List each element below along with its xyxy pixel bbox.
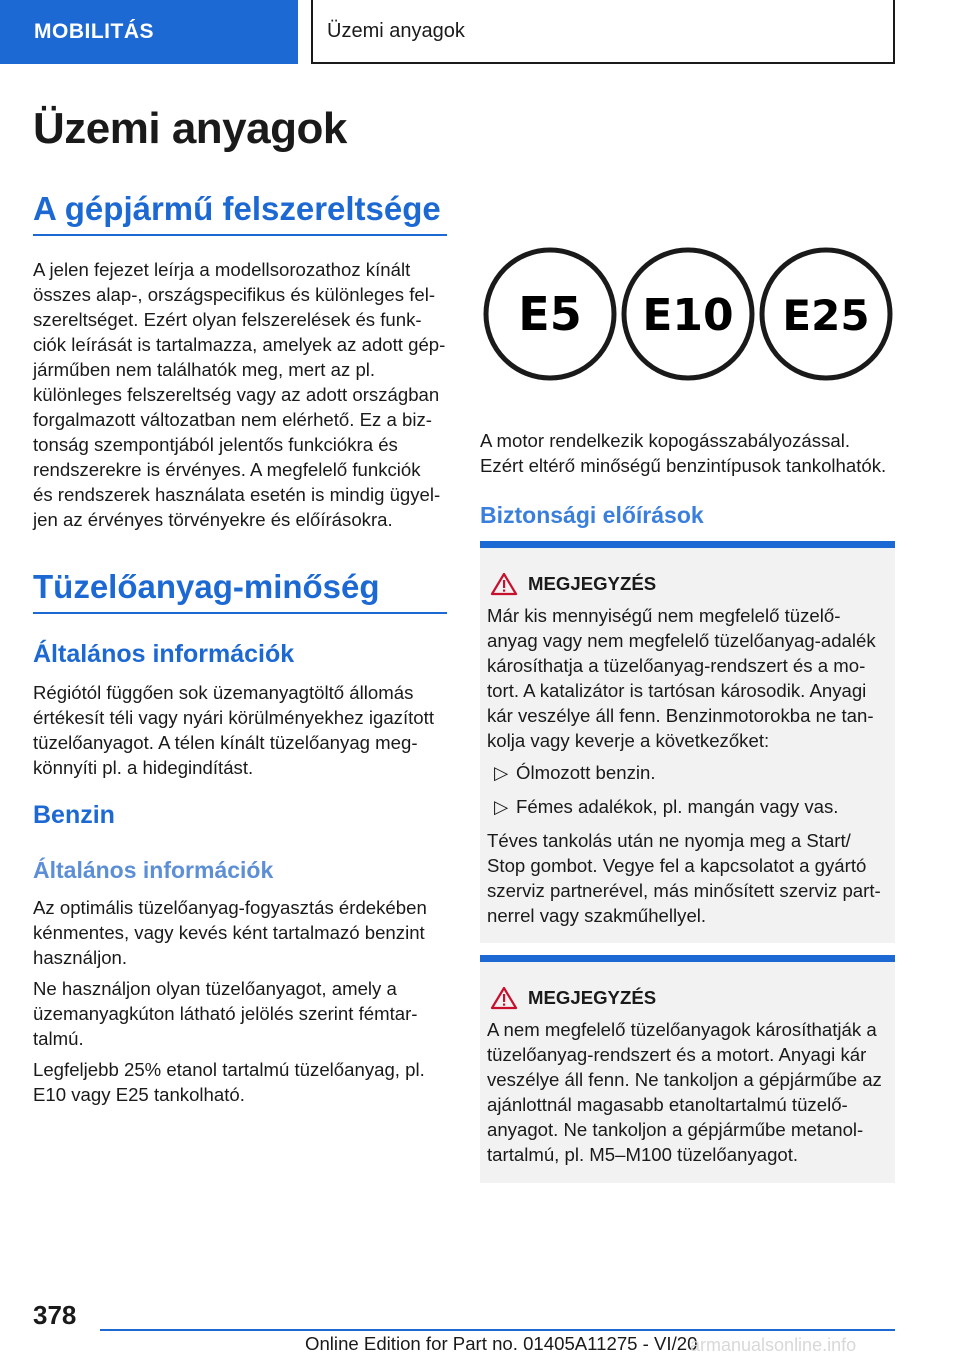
section-tab[interactable]: MOBILITÁS bbox=[0, 0, 298, 64]
page-number: 378 bbox=[33, 1300, 77, 1330]
heading-general-info-2: Általános információk bbox=[33, 857, 274, 883]
note-2-body: A nem megfelelő tüzelőanyagok károsíthatják a tüzelőanyag-rendszert és a motort. Anyagi kár veszélye áll fenn. Ne tankoljon a gépjárműbe az ajánlottnál magasabb etanoltartalmú tüzelő- anyagot. Ne tankoljon a gépjárműbe metanol- tartalmú, pl. M5–M100 tüzelőanyagot. bbox=[487, 1019, 882, 1165]
equipment-body: A jelen fejezet leírja a modellsorozathoz kínált összes alap-, országspecifikus és különleges fel- szereltséget. Ezért olyan felszerelések és funk- ciók leírását is tartalmazza, amelyek az adott gép- járműben nem találhatók meg, mert az pl. különleges felszereltség vagy az adott országban forgalmazott változatban nem elérhető. Ez a biz- tonság szempontjából jelentős funkciókra és rendszerekre is érvényes. A megfelelő funkciók és rendszerek használata esetén is mindig ügyel- jen az érvényes törvényekre és előírásokra. bbox=[33, 259, 446, 530]
note-box-1 bbox=[480, 541, 895, 943]
note-1-header bbox=[490, 572, 656, 596]
note-2-title: MEGJEGYZÉS bbox=[528, 987, 657, 1008]
triangle-right-icon: ▷ bbox=[494, 762, 509, 783]
petrol-p1: Az optimális tüzelőanyag-fogyasztás érdekében kénmentes, vagy kevés ként tartalmazó benzint használjon. bbox=[33, 897, 427, 968]
watermark: armanualsonline.info bbox=[690, 1335, 857, 1355]
triangle-right-icon: ▷ bbox=[494, 796, 509, 817]
warning-triangle-icon bbox=[490, 986, 518, 1010]
fuel-signs-image bbox=[480, 244, 895, 389]
note-1-title: MEGJEGYZÉS bbox=[528, 573, 657, 594]
heading-safety: Biztonsági előírások bbox=[480, 502, 704, 528]
heading-general-info-1: Általános információk bbox=[33, 640, 295, 668]
edition-text: Online Edition for Part no. 01405A11275 - VI/20 bbox=[305, 1333, 698, 1354]
footer-divider bbox=[100, 1329, 895, 1331]
note-1-bullet-1: ▷ Ólmozott benzin. bbox=[494, 762, 656, 783]
petrol-p2: Ne használjon olyan tüzelőanyagot, amely a üzemanyagkúton látható jelölés szerint fémtar- talmú. bbox=[33, 978, 418, 1049]
warning-triangle-icon bbox=[490, 572, 518, 596]
petrol-p3: Legfeljebb 25% etanol tartalmú tüzelőanyag, pl. E10 vagy E25 tankolható. bbox=[33, 1059, 425, 1105]
note-1-body: Már kis mennyiségű nem megfelelő tüzelő- anyag vagy nem megfelelő tüzelőanyag-adalék károsíthatja a tüzelőanyag-rendszert és a mo- tort. A katalizátor is tartósan károsodik. Anyagi kár veszélye áll fenn. Benzinmotorokba ne tan- kolja vagy keverje a következőket: bbox=[487, 605, 876, 751]
note-1-bullet-2: ▷ Fémes adalékok, pl. mangán vagy vas. bbox=[494, 796, 839, 817]
heading-petrol: Benzin bbox=[33, 801, 115, 829]
page-title: Üzemi anyagok bbox=[33, 104, 347, 153]
sign-e10 bbox=[624, 250, 752, 378]
chapter-tab[interactable]: Üzemi anyagok bbox=[311, 0, 895, 64]
note-1-after: Téves tankolás után ne nyomja meg a Start/ Stop gombot. Vegye fel a kapcsolatot a gyártó szerviz partnerével, más minősített szerviz part- nerrel vagy szakműhellyel. bbox=[487, 830, 881, 926]
sign-e5-label: E5 bbox=[518, 287, 582, 341]
fuel-general-body: Régiótól függően sok üzemanyagtöltő állomás értékesít téli vagy nyári körülményekhez igazított tüzelőanyagot. A télen kínált tüzelőanyag meg- könnyíti pl. a hidegindítást. bbox=[33, 682, 434, 778]
sign-e25-label: E25 bbox=[782, 291, 870, 340]
sign-e25 bbox=[762, 250, 890, 378]
knock-control-text: A motor rendelkezik kopogásszabályozással. Ezért eltérő minőségű benzintípusok tankolhatók. bbox=[480, 430, 887, 476]
sign-e5 bbox=[486, 250, 614, 378]
heading-equipment: A gépjármű felszereltsége bbox=[33, 190, 447, 236]
page-header bbox=[0, 0, 960, 66]
note-box-2 bbox=[480, 955, 895, 1183]
heading-fuel-quality: Tüzelőanyag-minőség bbox=[33, 568, 447, 614]
sign-e10-label: E10 bbox=[642, 290, 734, 341]
note-2-header bbox=[490, 986, 656, 1010]
